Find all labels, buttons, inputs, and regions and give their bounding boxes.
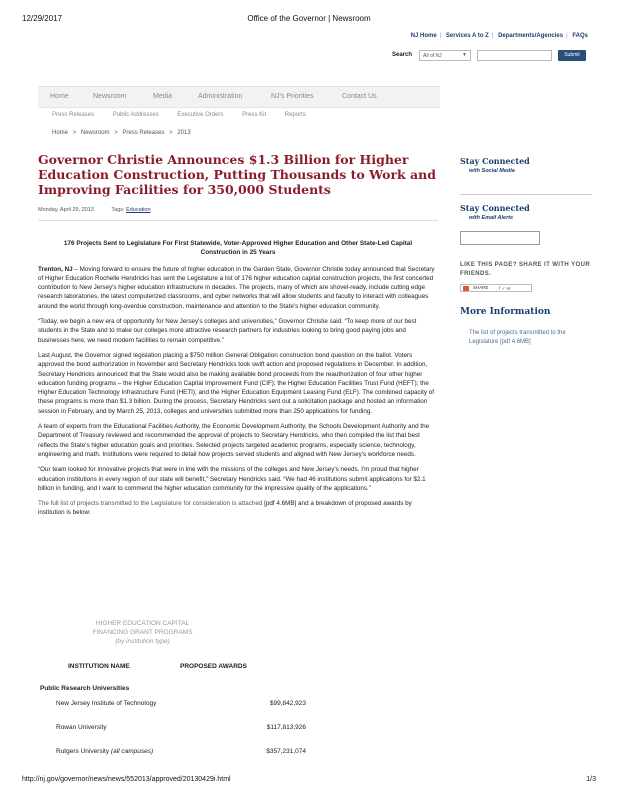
nav-home[interactable]: Home [50, 93, 69, 100]
tags-label: Tags: [111, 207, 125, 213]
project-list-link[interactable]: The full list of projects transmitted to the Legislature for consideration is attached [38, 500, 263, 508]
paragraph: Trenton, NJ – Moving forward to ensure the future of higher education in the Garden State, Governor Christie today announced that Secretary of Higher Education Rochelle Hendricks has sent the Legislature a list of 176 higher education capital construction projects, the first concerted contribution to New Jersey's higher education infrastructure in decades. The projects, many of which are shovel-ready, include cutting edge research laboratories, the latest computerized classrooms, and cyber networks that will allow students and faculty to interact with colleagues around the world through long-overdue construction, maintenance and attention to the State's higher education community. [38, 265, 435, 310]
column-header-institution: INSTITUTION NAME [68, 663, 130, 670]
print-date: 12/29/2017 [22, 14, 63, 23]
main-nav [38, 86, 440, 108]
breadcrumb-press-releases[interactable]: Press Releases [122, 130, 165, 136]
award-amount: $99,842,923 [269, 700, 306, 707]
search-label: Search [392, 52, 413, 58]
awards-heading: HIGHER EDUCATION CAPITAL FINANCING GRANT PROGRAMS (by institution type) [92, 620, 193, 645]
paragraph: “Our team looked for innovative projects that were in line with the missions of the colleges and New Jersey's needs. I'm proud that higher education institutions in every region of our state will benefit,” Secretary Hendricks said. “We had 46 institutions submit applications for $2.1 billion in funding, and I want to commend the higher education community for the impressive quality of the applications.” [38, 466, 426, 492]
table-row [56, 748, 306, 755]
table-row [56, 724, 306, 731]
article-subhead: 176 Projects Sent to Legislature For First Statewide, Voter-Approved Higher Education and Other State-Led Capital Construction in 25 Years [63, 240, 413, 257]
institution-name: Rowan University [56, 724, 107, 731]
stay-connected-social-heading[interactable]: Stay Connected [460, 156, 530, 166]
nav-media[interactable]: Media [153, 93, 173, 100]
institution-note: (all campuses) [110, 748, 154, 755]
nav-priorities[interactable]: NJ's Priorities [271, 93, 314, 100]
page-number: 1/3 [586, 776, 596, 783]
util-departments-link[interactable]: Departments/Agencies [498, 33, 564, 39]
print-header [22, 14, 596, 26]
paragraph: The full list of projects transmitted to the Legislature for consideration is attached [pdf 4.6MB] and a breakdown of proposed awards by institution is below: [38, 500, 412, 517]
category-label: Public Research Universities [40, 685, 130, 692]
nav-contact[interactable]: Contact Us [342, 93, 377, 100]
email-field[interactable] [460, 231, 540, 245]
subnav-press-kit[interactable]: Press Kit [242, 112, 267, 118]
page-url: http://nj.gov/governor/news/news/552013/approved/20130429i.html [22, 776, 231, 783]
share-label: SHARE [473, 285, 489, 290]
social-media-link[interactable]: with Social Media [469, 168, 515, 174]
subnav-reports[interactable]: Reports [284, 112, 306, 118]
util-faqs-link[interactable]: FAQs [572, 33, 588, 39]
award-amount: $357,231,074 [266, 748, 306, 755]
share-prompt: LIKE THIS PAGE? SHARE IT WITH YOUR FRIENDS. [460, 262, 591, 277]
plus-icon [463, 286, 469, 291]
column-header-awards: PROPOSED AWARDS [180, 663, 247, 670]
search-submit-button[interactable]: Submit [558, 50, 586, 61]
search-scope-select[interactable] [419, 50, 471, 61]
paragraph: A team of experts from the Educational Facilities Authority, the Economic Development Authority, the Schools Development Authority and the Department of Treasury reviewed and recommended the approval of projects to Secretary Hendricks, who then compiled the list that best reflects the State's higher education goals and priorities. Selected projects targeted academic programs, especially science, technology, engineering and math. Institutions were required to detail how projects served students and aligned with New Jersey's workforce needs. [38, 423, 430, 458]
article-date: Monday, April 29, 2013 [38, 207, 94, 213]
tag-education-link[interactable]: Education [126, 207, 151, 213]
sidebar [460, 156, 592, 346]
breadcrumb-year[interactable]: 2013 [177, 130, 191, 136]
search-bar [392, 50, 590, 62]
breadcrumb-home[interactable]: Home [52, 130, 69, 136]
divider [460, 194, 592, 195]
institution-name: New Jersey Institute of Technology [56, 700, 157, 707]
util-nj-home-link[interactable]: NJ Home [410, 33, 437, 39]
article-meta [38, 207, 438, 221]
print-title: Office of the Governor | Newsroom [247, 14, 371, 23]
article-body [38, 265, 438, 518]
nav-newsroom[interactable]: Newsroom [93, 93, 127, 100]
share-widget[interactable] [460, 284, 592, 293]
paragraph: Last August, the Governor signed legislation placing a $750 million General Obligation construction bond question on the ballot. Voters approved the bond authorization in November and Secretary Hendricks took swift action and proposed regulations in December. In addition, Secretary Hendricks announced that the State would also be making available bond proceeds from the reauthorization of four other higher education funding programs – the Higher Education Capital Improvement Fund (CIF); the Higher Education Facilities Trust Fund (HEFT); the Higher Education Technology Infrastructure Fund (HETI); and the Higher Education Equipment Leasing Fund (ELF). The combined capacity of these programs is more than $1.3 billion. During the process, Secretary Hendricks sent out a solicitation package and hosted an information session in February, and by March 25, 2013, colleges and universities submitted more than 250 applications for funding. [38, 351, 434, 415]
nav-administration[interactable]: Administration [198, 93, 243, 100]
social-icons: f ✓ ✉ [499, 286, 511, 291]
breadcrumb-newsroom[interactable]: Newsroom [80, 130, 110, 136]
award-amount: $117,813,926 [266, 724, 306, 731]
email-alerts-link[interactable]: with Email Alerts [469, 215, 514, 221]
utility-nav: NJ Home | Services A to Z | Departments/Agencies | FAQs [410, 33, 588, 39]
dateline: Trenton, NJ [38, 265, 73, 273]
project-list-pdf-link[interactable]: The list of projects transmitted to the Legislature [pdf 4.6MB] [469, 330, 566, 345]
subnav-public-addresses[interactable]: Public Addresses [112, 112, 159, 118]
article [38, 152, 438, 518]
paragraph: “Today, we begin a new era of opportunity for New Jersey's colleges and universities,” Governor Christie said. “To keep more of our best students in the State and to make our colleges more attractive research partners for industries looking to bring good paying jobs and businesses here, we need modern facilities to remain competitive.” [38, 318, 417, 344]
page-title: Governor Christie Announces $1.3 Billion for Higher Education Construction, Putting Thousands to Work and Improving Facilities for 350,000 Students [38, 152, 436, 197]
subnav-executive-orders[interactable]: Executive Orders [177, 112, 224, 118]
table-row [56, 700, 306, 707]
util-services-link[interactable]: Services A to Z [445, 33, 489, 39]
sub-nav [52, 112, 323, 118]
subnav-press-releases[interactable]: Press Releases [52, 112, 95, 118]
share-button[interactable] [460, 284, 532, 292]
more-information-heading: More Information [460, 307, 551, 317]
search-scope-value: All of NJ [423, 53, 442, 59]
chevron-down-icon: ▼ [462, 52, 467, 58]
stay-connected-email-heading[interactable]: Stay Connected [460, 203, 530, 213]
search-input[interactable] [477, 50, 552, 61]
breadcrumb: Home > Newsroom > Press Releases > 2013 [52, 130, 191, 136]
institution-name: Rutgers University [56, 748, 110, 755]
